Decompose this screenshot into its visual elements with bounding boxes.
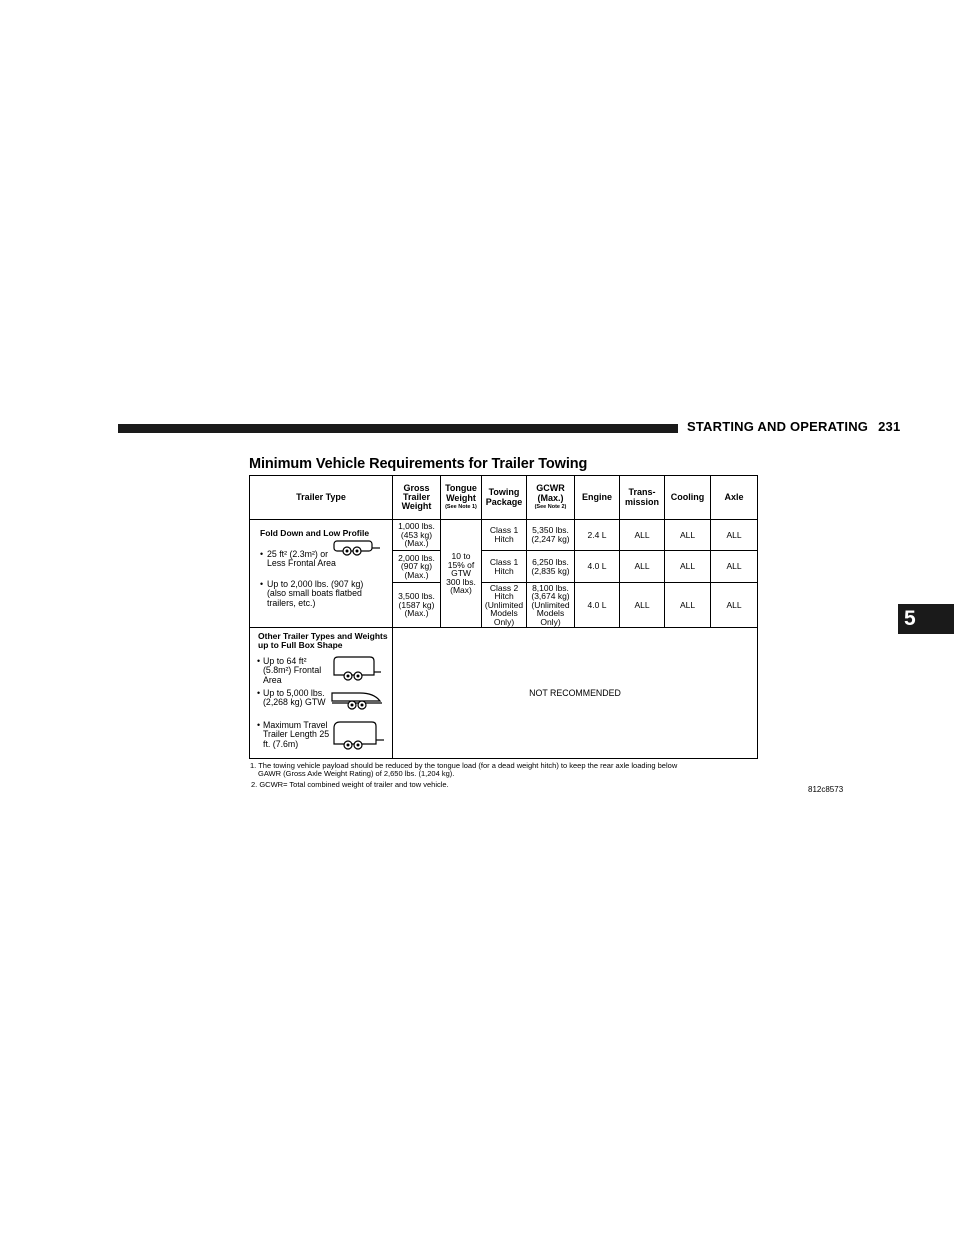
bullet-frontal-area: Up to 64 ft² (5.8m²) Frontal Area [263,656,322,685]
engine-cell: 2.4 L [575,520,620,551]
gcwr-cell: 6,250 lbs. (2,835 kg) [527,551,575,583]
bullet-weight-limit: Up to 2,000 lbs. (907 kg) (also small boats flatbed trailers, etc.) [267,579,364,608]
running-header [687,419,900,434]
not-recommended-cell: NOT RECOMMENDED [393,628,758,759]
group-title-fold-down: Fold Down and Low Profile [260,528,370,538]
col-header-trailer-type: Trailer Type [250,476,393,520]
bullet-mark: • [260,549,264,559]
col-header-transmission: Trans- mission [620,476,665,520]
transmission-cell: ALL [620,551,665,583]
table-title: Minimum Vehicle Requirements for Trailer Towing [249,456,588,472]
travel-trailer-icon [330,720,386,750]
col-header-axle: Axle [711,476,758,520]
header-rule [118,424,678,433]
col-header-towing-package: Towing Package [482,476,527,520]
trailer-type-cell-fold-down [250,520,393,628]
low-profile-trailer-icon [330,540,380,558]
axle-cell: ALL [711,520,758,551]
table-row [250,628,758,759]
bullet-mark: • [257,656,261,666]
bullet-weight-limit: Up to 5,000 lbs. (2,268 kg) GTW [263,688,326,708]
footnote-2: 2. GCWR= Total combined weight of trailer and tow vehicle. [251,780,449,789]
axle-cell: ALL [711,551,758,583]
bullet-frontal-area: 25 ft² (2.3m²) or Less Frontal Area [267,549,336,569]
group-title-full-box: Other Trailer Types and Weights up to Full Box Shape [258,631,388,650]
section-title: STARTING AND OPERATING [687,419,869,434]
boat-trailer-icon [330,689,384,711]
footnote-1: 1. The towing vehicle payload should be reduced by the tongue load (for a dead weight hitch) to keep the rear axle loading below [250,761,678,770]
chapter-tab[interactable]: 5 [898,604,954,634]
engine-cell: 4.0 L [575,551,620,583]
gtw-cell: 2,000 lbs. (907 kg) (Max.) [393,551,441,583]
col-header-gcwr: GCWR (Max.) (See Note 2) [527,476,575,520]
gtw-cell: 1,000 lbs. (453 kg) (Max.) [393,520,441,551]
box-trailer-icon [330,655,382,683]
header-row [250,476,758,520]
footnote-1-cont: GAWR (Gross Axle Weight Rating) of 2,650 lbs. (1,204 kg). [258,769,455,778]
figure-code: 812c8573 [808,785,844,794]
axle-cell: ALL [711,583,758,628]
towing-package-cell: Class 1 Hitch [482,551,527,583]
col-header-cooling: Cooling [665,476,711,520]
page-number: 231 [878,419,901,434]
trailer-type-cell-full-box [250,628,393,759]
cooling-cell: ALL [665,520,711,551]
gcwr-cell: 8,100 lbs. (3,674 kg) (Unlimited Models Only) [527,583,575,628]
transmission-cell: ALL [620,583,665,628]
towing-package-cell: Class 2 Hitch (Unlimited Models Only) [482,583,527,628]
col-header-gross-trailer-weight: Gross Trailer Weight [393,476,441,520]
engine-cell: 4.0 L [575,583,620,628]
gtw-cell: 3,500 lbs. (1587 kg) (Max.) [393,583,441,628]
transmission-cell: ALL [620,520,665,551]
table-row [250,520,758,551]
tongue-weight-cell: 10 to 15% of GTW 300 lbs. (Max) [441,520,482,628]
col-header-engine: Engine [575,476,620,520]
bullet-mark: • [257,720,261,730]
gcwr-cell: 5,350 lbs. (2,247 kg) [527,520,575,551]
bullet-mark: • [260,579,264,589]
bullet-mark: • [257,688,261,698]
towing-package-cell: Class 1 Hitch [482,520,527,551]
col-header-tongue-weight: Tongue Weight (See Note 1) [441,476,482,520]
cooling-cell: ALL [665,583,711,628]
cooling-cell: ALL [665,551,711,583]
requirements-table [249,475,758,759]
bullet-max-length: Maximum Travel Trailer Length 25 ft. (7.6m) [263,720,330,749]
